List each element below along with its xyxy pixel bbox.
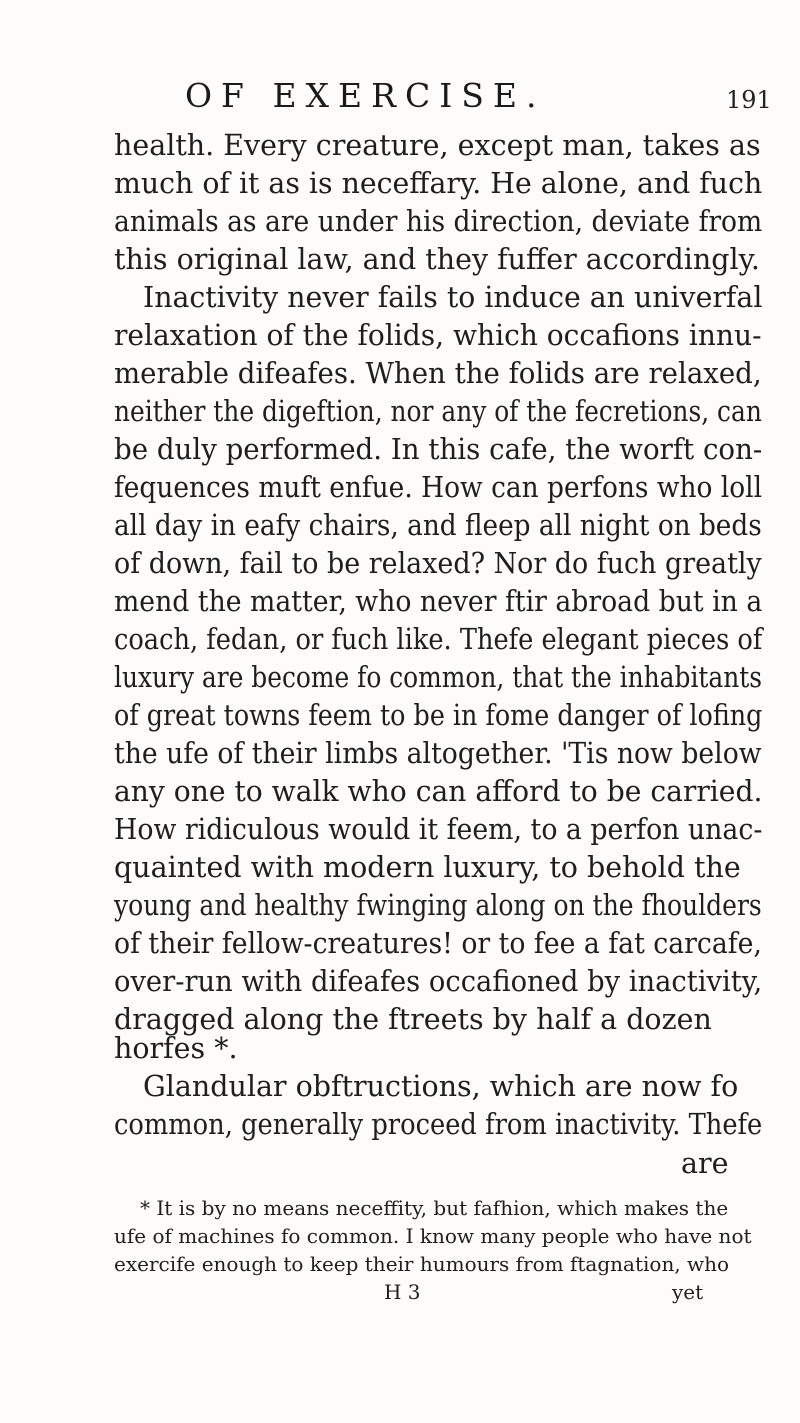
text-line: this original law, and they fuffer accordingly. (114, 243, 760, 276)
text-line: neither the digeftion, nor any of the fecretions, can (114, 395, 762, 428)
text-line: relaxation of the folids, which occafions innu- (114, 319, 762, 352)
running-title: OF EXERCISE. (185, 76, 546, 115)
text-line: animals as are under his direction, deviate from (114, 205, 763, 238)
text-line: young and healthy fwinging along on the fhoulders (114, 889, 762, 922)
text-line: luxury are become fo common, that the inhabitants (114, 661, 763, 694)
footnote-line: ufe of machines fo common. I know many people who have not (114, 1224, 752, 1248)
text-line: be duly performed. In this cafe, the worft con- (114, 433, 763, 466)
text-line: of their fellow-creatures! or to fee a fat carcafe, (114, 927, 762, 960)
text-line: fequences muft enfue. How can perfons who loll (114, 471, 763, 504)
catchword-are: are (681, 1147, 729, 1180)
text-line: coach, fedan, or fuch like. Thefe elegant pieces of (114, 623, 763, 656)
text-line-footnote-ref: horfes *. (114, 1032, 238, 1065)
text-line: merable difeafes. When the folids are relaxed, (114, 357, 762, 390)
signature-mark: H 3 (384, 1280, 421, 1304)
paragraph-start-inactivity: Inactivity never fails to induce an univerfal (143, 281, 763, 314)
page-number: 191 (726, 86, 772, 114)
text-line: dragged along the ftreets by half a dozen (114, 1003, 712, 1036)
catchword-yet: yet (672, 1280, 704, 1304)
text-line: health. Every creature, except man, takes as (114, 129, 761, 162)
text-line: over-run with difeafes occafioned by inactivity, (114, 965, 763, 998)
footnote-line: * It is by no means neceffity, but fafhion, which makes the (140, 1196, 729, 1220)
text-line: all day in eafy chairs, and fleep all night on beds (114, 509, 762, 542)
text-line: quainted with modern luxury, to behold the (114, 851, 741, 884)
paragraph-start-glandular: Glandular obftructions, which are now fo (143, 1070, 739, 1103)
text-line: much of it as is neceffary. He alone, and fuch (114, 167, 763, 200)
footnote-line: exercife enough to keep their humours from ftagnation, who (114, 1252, 730, 1276)
text-line: the ufe of their limbs altogether. 'Tis now below (114, 737, 762, 770)
text-line: of great towns feem to be in fome danger of lofing (114, 699, 763, 732)
text-line: of down, fail to be relaxed? Nor do fuch greatly (114, 547, 762, 580)
text-line: common, generally proceed from inactivity. Thefe (114, 1108, 763, 1141)
text-line: mend the matter, who never ftir abroad but in a (114, 585, 763, 618)
text-line: any one to walk who can afford to be carried. (114, 775, 763, 808)
text-line: How ridiculous would it feem, to a perfon unac- (114, 813, 763, 846)
